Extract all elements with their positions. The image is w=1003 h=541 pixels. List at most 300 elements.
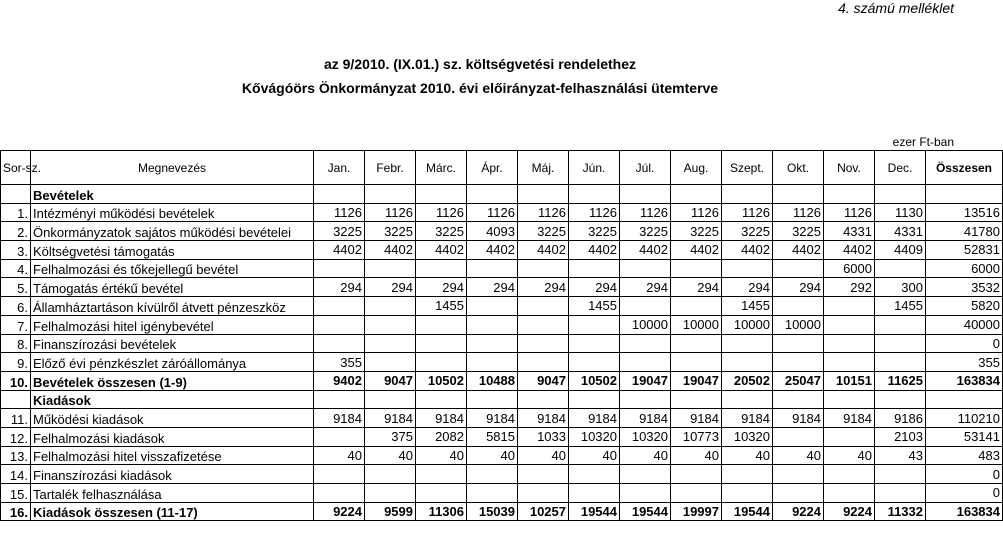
month-value-cell: 19544 (620, 502, 671, 521)
row-number: 3. (1, 241, 31, 260)
row-total-cell: 0 (926, 334, 1003, 353)
month-value-cell (518, 353, 569, 372)
month-value-cell (518, 259, 569, 278)
month-value-cell (722, 390, 773, 409)
table-row (1, 241, 1003, 260)
month-value-cell (569, 390, 620, 409)
month-value-cell: 294 (722, 278, 773, 297)
month-value-cell (620, 334, 671, 353)
month-value-cell (314, 427, 365, 446)
month-value-cell: 19544 (722, 502, 773, 521)
month-value-cell: 9184 (314, 409, 365, 428)
month-value-cell (875, 185, 926, 204)
month-value-cell (671, 390, 722, 409)
month-value-cell: 294 (620, 278, 671, 297)
row-name: Finanszírozási bevételek (31, 334, 314, 353)
month-value-cell: 9184 (467, 409, 518, 428)
month-value-cell: 9184 (518, 409, 569, 428)
month-value-cell (518, 484, 569, 503)
month-value-cell: 9047 (365, 371, 416, 390)
month-value-cell: 10000 (671, 315, 722, 334)
month-value-cell (824, 353, 875, 372)
table-row (1, 315, 1003, 334)
month-value-cell (671, 259, 722, 278)
month-value-cell: 1126 (824, 203, 875, 222)
month-value-cell (314, 185, 365, 204)
month-value-cell: 9047 (518, 371, 569, 390)
row-number: 15. (1, 484, 31, 503)
month-value-cell: 9402 (314, 371, 365, 390)
month-value-cell: 4402 (569, 241, 620, 260)
month-value-cell (569, 465, 620, 484)
row-number (1, 185, 31, 204)
budget-table (0, 150, 1003, 521)
row-total-cell: 0 (926, 484, 1003, 503)
month-value-cell: 4402 (365, 241, 416, 260)
row-total-cell: 40000 (926, 315, 1003, 334)
month-value-cell (824, 484, 875, 503)
month-value-cell: 1126 (569, 203, 620, 222)
month-value-cell: 10502 (569, 371, 620, 390)
month-value-cell: 4402 (620, 241, 671, 260)
month-value-cell (365, 185, 416, 204)
month-value-cell: 11332 (875, 502, 926, 521)
month-value-cell: 1126 (416, 203, 467, 222)
month-value-cell (569, 259, 620, 278)
table-row (1, 222, 1003, 241)
month-value-cell (722, 259, 773, 278)
month-value-cell (365, 353, 416, 372)
month-value-cell: 375 (365, 427, 416, 446)
month-value-cell (416, 465, 467, 484)
month-value-cell: 4402 (314, 241, 365, 260)
month-value-cell: 9184 (569, 409, 620, 428)
month-value-cell: 4402 (671, 241, 722, 260)
month-value-cell: 9224 (824, 502, 875, 521)
month-value-cell: 3225 (671, 222, 722, 241)
month-value-cell (416, 315, 467, 334)
header-month: Febr. (365, 151, 416, 185)
month-value-cell (620, 185, 671, 204)
month-value-cell (314, 334, 365, 353)
row-name: Felhalmozási kiadások (31, 427, 314, 446)
table-row (1, 427, 1003, 446)
month-value-cell: 19047 (620, 371, 671, 390)
month-value-cell: 9224 (773, 502, 824, 521)
month-value-cell (518, 315, 569, 334)
row-total-cell: 3532 (926, 278, 1003, 297)
row-number: 12. (1, 427, 31, 446)
month-value-cell: 10000 (773, 315, 824, 334)
title-line-2: Kővágóörs Önkormányzat 2010. évi előirányzat-felhasználási ütemterve (241, 80, 719, 96)
header-month: Okt. (773, 151, 824, 185)
month-value-cell: 9184 (722, 409, 773, 428)
month-value-cell (875, 353, 926, 372)
month-value-cell: 10502 (416, 371, 467, 390)
month-value-cell (314, 297, 365, 316)
month-value-cell: 9184 (620, 409, 671, 428)
month-value-cell: 5815 (467, 427, 518, 446)
month-value-cell (773, 297, 824, 316)
header-total: Összesen (926, 151, 1003, 185)
row-total-cell: 53141 (926, 427, 1003, 446)
month-value-cell (773, 484, 824, 503)
row-total-cell: 163834 (926, 371, 1003, 390)
month-value-cell: 6000 (824, 259, 875, 278)
month-value-cell: 3225 (773, 222, 824, 241)
month-value-cell (671, 465, 722, 484)
month-value-cell (773, 334, 824, 353)
section-row (1, 185, 1003, 204)
month-value-cell: 4402 (722, 241, 773, 260)
table-body (1, 185, 1003, 521)
month-value-cell: 1455 (875, 297, 926, 316)
table-row (1, 334, 1003, 353)
row-name: Felhalmozási és tőkejellegű bevétel (31, 259, 314, 278)
month-value-cell (518, 390, 569, 409)
row-number: 7. (1, 315, 31, 334)
row-name: Önkormányzatok sajátos működési bevételei (31, 222, 314, 241)
month-value-cell: 4093 (467, 222, 518, 241)
month-value-cell: 1126 (722, 203, 773, 222)
month-value-cell: 1455 (569, 297, 620, 316)
month-value-cell: 19997 (671, 502, 722, 521)
month-value-cell (518, 185, 569, 204)
month-value-cell: 40 (569, 446, 620, 465)
month-value-cell (416, 185, 467, 204)
month-value-cell: 1455 (722, 297, 773, 316)
month-value-cell: 3225 (722, 222, 773, 241)
month-value-cell (773, 185, 824, 204)
row-total-cell: 5820 (926, 297, 1003, 316)
month-value-cell: 9184 (824, 409, 875, 428)
month-value-cell: 43 (875, 446, 926, 465)
row-name: Intézményi működési bevételek (31, 203, 314, 222)
month-value-cell: 40 (365, 446, 416, 465)
month-value-cell: 25047 (773, 371, 824, 390)
row-total-cell: 483 (926, 446, 1003, 465)
month-value-cell: 40 (824, 446, 875, 465)
month-value-cell (620, 353, 671, 372)
month-value-cell (416, 390, 467, 409)
header-month: Ápr. (467, 151, 518, 185)
month-value-cell: 3225 (569, 222, 620, 241)
month-value-cell (416, 259, 467, 278)
row-name: Finanszírozási kiadások (31, 465, 314, 484)
month-value-cell (722, 185, 773, 204)
month-value-cell: 4402 (416, 241, 467, 260)
month-value-cell (365, 334, 416, 353)
row-number: 5. (1, 278, 31, 297)
month-value-cell (875, 334, 926, 353)
month-value-cell: 292 (824, 278, 875, 297)
month-value-cell (314, 315, 365, 334)
month-value-cell (824, 465, 875, 484)
month-value-cell (671, 484, 722, 503)
table-row (1, 353, 1003, 372)
row-name: Bevételek (31, 185, 314, 204)
month-value-cell (365, 315, 416, 334)
month-value-cell (467, 259, 518, 278)
month-value-cell (467, 185, 518, 204)
month-value-cell: 40 (671, 446, 722, 465)
row-number: 16. (1, 502, 31, 521)
month-value-cell: 40 (314, 446, 365, 465)
row-name: Kiadások (31, 390, 314, 409)
row-name: Tartalék felhasználása (31, 484, 314, 503)
month-value-cell (569, 353, 620, 372)
row-number: 4. (1, 259, 31, 278)
row-total-cell: 355 (926, 353, 1003, 372)
month-value-cell: 9184 (365, 409, 416, 428)
header-month: Jan. (314, 151, 365, 185)
row-name: Felhalmozási hitel visszafizetése (31, 446, 314, 465)
month-value-cell: 9224 (314, 502, 365, 521)
row-total-cell: 6000 (926, 259, 1003, 278)
month-value-cell: 3225 (620, 222, 671, 241)
month-value-cell (620, 390, 671, 409)
month-value-cell (875, 465, 926, 484)
month-value-cell: 15039 (467, 502, 518, 521)
row-number: 9. (1, 353, 31, 372)
header-month: Júl. (620, 151, 671, 185)
row-number: 11. (1, 409, 31, 428)
month-value-cell (824, 297, 875, 316)
month-value-cell (467, 297, 518, 316)
month-value-cell: 20502 (722, 371, 773, 390)
month-value-cell (875, 484, 926, 503)
month-value-cell: 3225 (416, 222, 467, 241)
month-value-cell (467, 315, 518, 334)
month-value-cell: 294 (569, 278, 620, 297)
month-value-cell: 300 (875, 278, 926, 297)
row-number: 1. (1, 203, 31, 222)
header-month: Máj. (518, 151, 569, 185)
table-row (1, 278, 1003, 297)
month-value-cell: 10000 (722, 315, 773, 334)
month-value-cell (620, 259, 671, 278)
month-value-cell (722, 334, 773, 353)
row-name: Támogatás értékű bevétel (31, 278, 314, 297)
header-month: Nov. (824, 151, 875, 185)
header-month: Szept. (722, 151, 773, 185)
month-value-cell: 1455 (416, 297, 467, 316)
month-value-cell (467, 484, 518, 503)
month-value-cell: 294 (671, 278, 722, 297)
row-number: 10. (1, 371, 31, 390)
month-value-cell (314, 390, 365, 409)
annex-label: 4. számú melléklet (838, 0, 954, 16)
header-month: Márc. (416, 151, 467, 185)
month-value-cell (824, 315, 875, 334)
row-total-cell: 41780 (926, 222, 1003, 241)
month-value-cell (722, 484, 773, 503)
month-value-cell: 40 (416, 446, 467, 465)
header-name: Megnevezés (31, 151, 314, 185)
month-value-cell (314, 465, 365, 484)
title-line-1: az 9/2010. (IX.01.) sz. költségvetési rendelethez (323, 56, 637, 72)
row-number (1, 390, 31, 409)
month-value-cell (467, 334, 518, 353)
month-value-cell (518, 334, 569, 353)
month-value-cell (620, 484, 671, 503)
month-value-cell: 40 (773, 446, 824, 465)
month-value-cell: 2082 (416, 427, 467, 446)
month-value-cell (773, 353, 824, 372)
month-value-cell: 19544 (569, 502, 620, 521)
row-number: 14. (1, 465, 31, 484)
month-value-cell (365, 259, 416, 278)
row-name: Költségvetési támogatás (31, 241, 314, 260)
row-name: Előző évi pénzkészlet záróállománya (31, 353, 314, 372)
month-value-cell: 294 (467, 278, 518, 297)
month-value-cell: 4402 (773, 241, 824, 260)
row-number: 8. (1, 334, 31, 353)
table-row (1, 484, 1003, 503)
month-value-cell (467, 353, 518, 372)
month-value-cell (365, 297, 416, 316)
row-number: 6. (1, 297, 31, 316)
month-value-cell: 294 (314, 278, 365, 297)
header-month: Dec. (875, 151, 926, 185)
month-value-cell: 40 (518, 446, 569, 465)
month-value-cell: 4402 (824, 241, 875, 260)
row-number: 2. (1, 222, 31, 241)
section-row (1, 390, 1003, 409)
month-value-cell: 1126 (671, 203, 722, 222)
month-value-cell: 40 (620, 446, 671, 465)
month-value-cell (773, 259, 824, 278)
month-value-cell (620, 465, 671, 484)
month-value-cell: 10257 (518, 502, 569, 521)
month-value-cell: 1130 (875, 203, 926, 222)
month-value-cell: 3225 (314, 222, 365, 241)
month-value-cell: 4409 (875, 241, 926, 260)
month-value-cell: 1126 (467, 203, 518, 222)
month-value-cell (569, 185, 620, 204)
month-value-cell: 294 (416, 278, 467, 297)
row-name: Államháztartáson kívülről átvett pénzeszköz (31, 297, 314, 316)
month-value-cell (824, 185, 875, 204)
month-value-cell (722, 465, 773, 484)
table-row (1, 409, 1003, 428)
header-month: Aug. (671, 151, 722, 185)
month-value-cell: 1033 (518, 427, 569, 446)
month-value-cell (569, 315, 620, 334)
month-value-cell (824, 390, 875, 409)
month-value-cell: 10773 (671, 427, 722, 446)
month-value-cell (365, 484, 416, 503)
unit-label: ezer Ft-ban (892, 135, 954, 149)
month-value-cell: 10320 (722, 427, 773, 446)
month-value-cell: 294 (518, 278, 569, 297)
month-value-cell (773, 465, 824, 484)
month-value-cell: 294 (773, 278, 824, 297)
month-value-cell (416, 484, 467, 503)
month-value-cell (365, 390, 416, 409)
table-row (1, 259, 1003, 278)
month-value-cell: 1126 (773, 203, 824, 222)
row-total-cell: 110210 (926, 409, 1003, 428)
month-value-cell (569, 334, 620, 353)
month-value-cell (620, 297, 671, 316)
month-value-cell (773, 390, 824, 409)
month-value-cell (671, 334, 722, 353)
row-name: Működési kiadások (31, 409, 314, 428)
month-value-cell: 4402 (467, 241, 518, 260)
month-value-cell: 4402 (518, 241, 569, 260)
month-value-cell (671, 185, 722, 204)
row-name: Bevételek összesen (1-9) (31, 371, 314, 390)
header-no: Sor-sz. (1, 151, 31, 185)
month-value-cell: 9186 (875, 409, 926, 428)
month-value-cell: 10488 (467, 371, 518, 390)
table-row (1, 297, 1003, 316)
month-value-cell: 10000 (620, 315, 671, 334)
month-value-cell: 11306 (416, 502, 467, 521)
month-value-cell: 3225 (518, 222, 569, 241)
month-value-cell: 40 (722, 446, 773, 465)
month-value-cell: 40 (467, 446, 518, 465)
month-value-cell (875, 259, 926, 278)
row-total-cell: 52831 (926, 241, 1003, 260)
month-value-cell (875, 315, 926, 334)
month-value-cell: 9184 (671, 409, 722, 428)
month-value-cell (671, 353, 722, 372)
row-total-cell (926, 390, 1003, 409)
month-value-cell: 1126 (365, 203, 416, 222)
month-value-cell (518, 465, 569, 484)
row-total-cell: 163834 (926, 502, 1003, 521)
month-value-cell (467, 390, 518, 409)
total-row (1, 371, 1003, 390)
month-value-cell: 1126 (620, 203, 671, 222)
table-row (1, 465, 1003, 484)
month-value-cell: 10320 (620, 427, 671, 446)
month-value-cell: 355 (314, 353, 365, 372)
month-value-cell: 19047 (671, 371, 722, 390)
table-row (1, 203, 1003, 222)
month-value-cell: 294 (365, 278, 416, 297)
month-value-cell: 10320 (569, 427, 620, 446)
month-value-cell (416, 334, 467, 353)
row-total-cell: 13516 (926, 203, 1003, 222)
month-value-cell (467, 465, 518, 484)
header-row (1, 151, 1003, 185)
month-value-cell: 4331 (875, 222, 926, 241)
total-row (1, 502, 1003, 521)
month-value-cell (416, 353, 467, 372)
row-name: Kiadások összesen (11-17) (31, 502, 314, 521)
month-value-cell (773, 427, 824, 446)
month-value-cell: 9184 (773, 409, 824, 428)
month-value-cell: 10151 (824, 371, 875, 390)
month-value-cell (875, 390, 926, 409)
month-value-cell: 1126 (518, 203, 569, 222)
row-name: Felhalmozási hitel igénybevétel (31, 315, 314, 334)
month-value-cell: 9184 (416, 409, 467, 428)
month-value-cell (722, 353, 773, 372)
month-value-cell: 2103 (875, 427, 926, 446)
month-value-cell (314, 484, 365, 503)
month-value-cell (824, 427, 875, 446)
row-number: 13. (1, 446, 31, 465)
month-value-cell (518, 297, 569, 316)
month-value-cell: 9599 (365, 502, 416, 521)
month-value-cell: 3225 (365, 222, 416, 241)
header-month: Jún. (569, 151, 620, 185)
row-total-cell: 0 (926, 465, 1003, 484)
